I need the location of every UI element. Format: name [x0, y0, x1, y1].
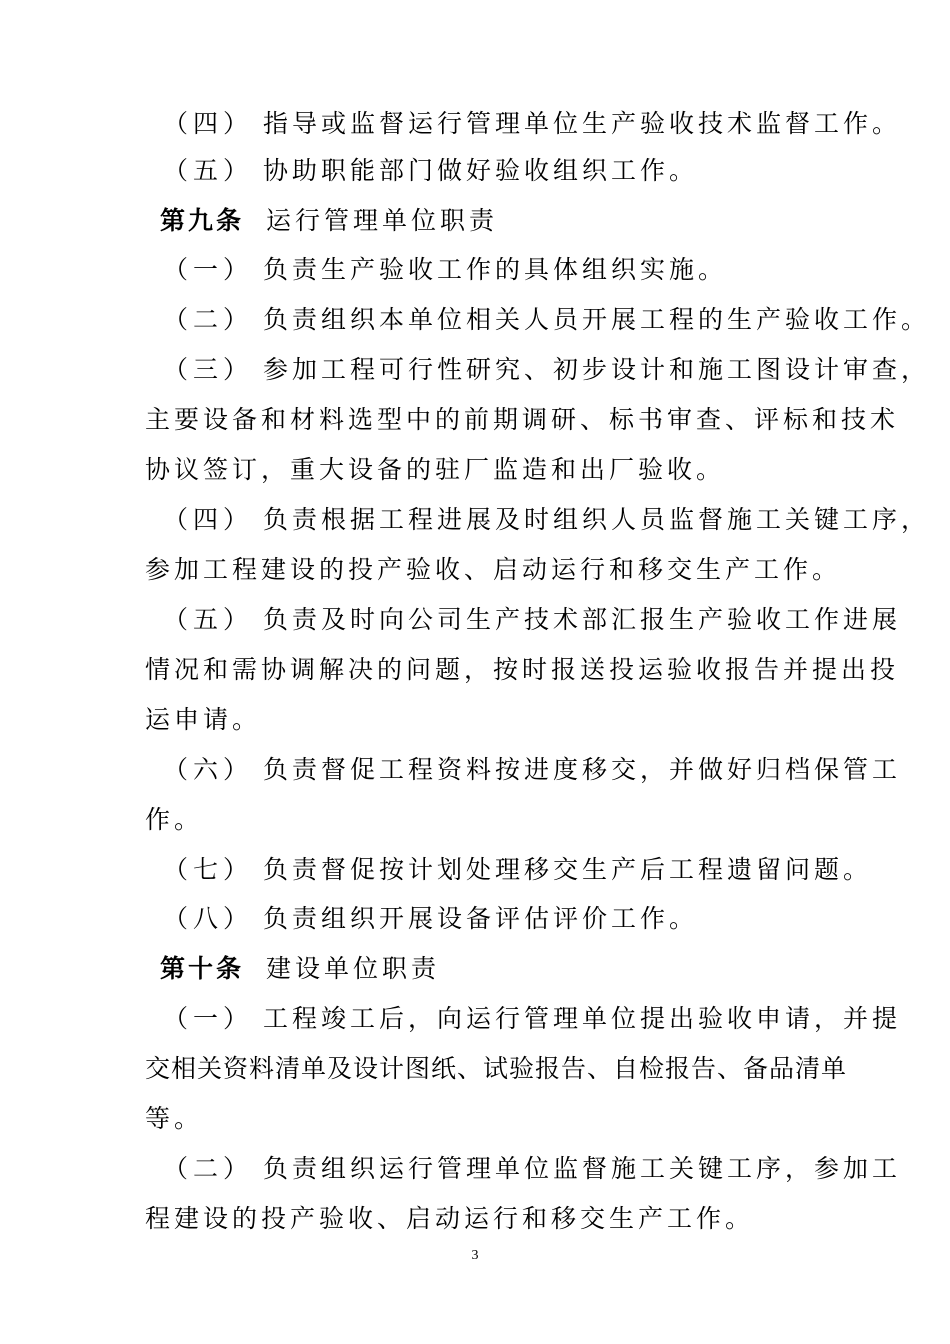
clause-item [0, 108, 950, 140]
article-title: 第十条 [160, 954, 245, 983]
page-number: 3 [471, 1248, 479, 1263]
continuation-line: 作。 [145, 805, 204, 834]
item-number: （八） [163, 904, 254, 933]
clause-item [0, 1003, 950, 1035]
clause-item [0, 155, 950, 187]
item-text: 负责组织本单位相关人员开展工程的生产验收工作。 [263, 305, 931, 334]
item-number: （二） [163, 305, 254, 334]
item-number: （一） [163, 255, 254, 284]
article-heading [0, 953, 950, 985]
continuation-line: 参加工程建设的投产验收、启动运行和移交生产工作。 [145, 555, 842, 584]
item-text: 协助职能部门做好验收组织工作。 [263, 156, 699, 185]
continuation-line: 交相关资料清单及设计图纸、试验报告、自检报告、备品清单 [145, 1054, 848, 1083]
item-number: （一） [163, 1004, 254, 1033]
item-number: （二） [163, 1154, 254, 1183]
continuation-line: 协议签订，重大设备的驻厂监造和出厂验收。 [145, 455, 726, 484]
continuation-line: 运申请。 [145, 705, 262, 734]
item-text: 负责生产验收工作的具体组织实施。 [263, 255, 728, 284]
continuation-line: 等。 [145, 1104, 204, 1133]
item-text: 负责组织运行管理单位监督施工关键工序，参加工 [263, 1154, 902, 1183]
item-number: （三） [163, 355, 254, 384]
clause-item [0, 854, 950, 886]
clause-item [0, 354, 950, 386]
continuation-line: 程建设的投产验收、启动运行和移交生产工作。 [145, 1204, 755, 1233]
item-text: 指导或监督运行管理单位生产验收技术监督工作。 [263, 109, 902, 138]
continuation-line: 情况和需协调解决的问题，按时报送投运验收报告并提出投 [145, 655, 900, 684]
clause-item [0, 504, 950, 536]
article-heading [0, 205, 950, 237]
clause-item [0, 903, 950, 935]
item-number: （五） [163, 605, 254, 634]
clause-item [0, 254, 950, 286]
article-text: 建设单位职责 [266, 954, 441, 983]
continuation-line: 主要设备和材料选型中的前期调研、标书审查、评标和技术 [145, 405, 900, 434]
article-text: 运行管理单位职责 [266, 206, 499, 235]
clause-item [0, 754, 950, 786]
item-text: 工程竣工后，向运行管理单位提出验收申请，并提 [263, 1004, 902, 1033]
clause-item [0, 604, 950, 636]
item-text: 负责督促工程资料按进度移交，并做好归档保管工 [263, 755, 902, 784]
item-text: 负责及时向公司生产技术部汇报生产验收工作进展 [263, 605, 902, 634]
clause-item [0, 304, 950, 336]
item-number: （四） [163, 505, 254, 534]
item-number: （七） [163, 855, 254, 884]
item-text: 负责根据工程进展及时组织人员监督施工关键工序， [263, 505, 931, 534]
item-number: （四） [163, 109, 254, 138]
clause-item [0, 1153, 950, 1185]
article-title: 第九条 [160, 206, 245, 235]
item-number: （六） [163, 755, 254, 784]
item-text: 负责督促按计划处理移交生产后工程遗留问题。 [263, 855, 873, 884]
item-text: 参加工程可行性研究、初步设计和施工图设计审查， [263, 355, 931, 384]
item-text: 负责组织开展设备评估评价工作。 [263, 904, 699, 933]
item-number: （五） [163, 156, 254, 185]
